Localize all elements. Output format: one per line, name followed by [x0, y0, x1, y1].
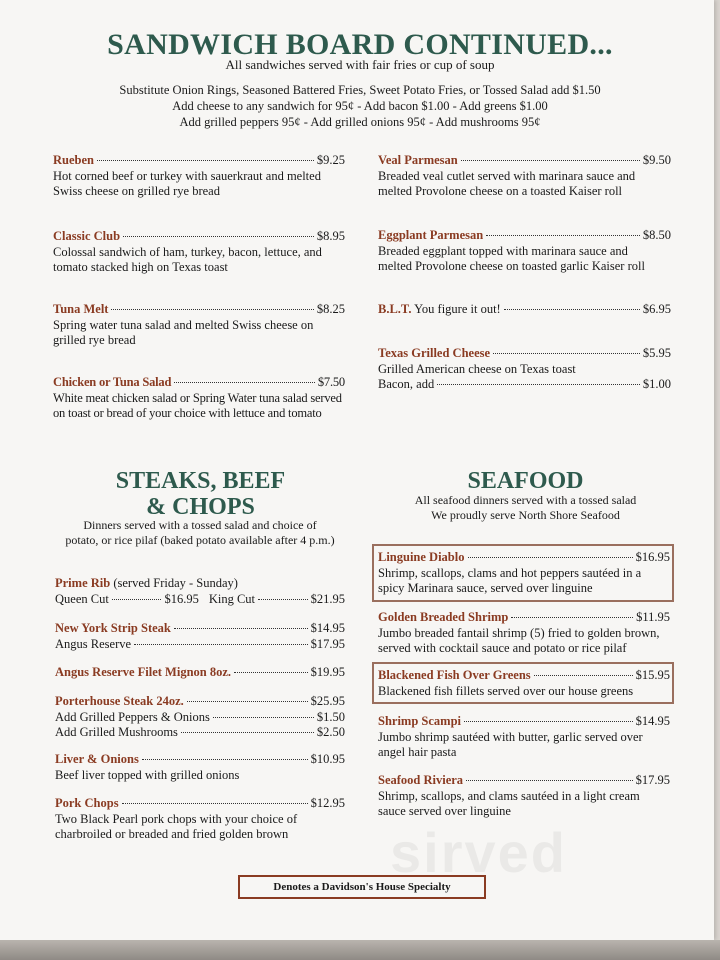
item-price: $10.95	[310, 752, 345, 766]
item-price: $17.95	[635, 773, 670, 787]
menu-item-liver-onions	[55, 752, 345, 783]
item-price: $8.95	[316, 229, 345, 243]
leader-dots	[174, 628, 308, 629]
item-price: $8.25	[316, 302, 345, 316]
menu-item-ny-strip	[55, 621, 345, 652]
item-name: Porterhouse Steak 24oz.	[55, 694, 184, 708]
addon-price: $2.50	[316, 725, 345, 739]
leader-dots	[461, 160, 640, 161]
watermark-logo: sirved	[390, 821, 567, 884]
item-name: Linguine Diablo	[378, 550, 465, 564]
leader-dots	[187, 701, 308, 702]
section-sub-line: We proudly serve North Shore Seafood	[431, 508, 620, 522]
item-name	[378, 302, 501, 318]
item-desc: melted Provolone cheese on a toasted Kaiser roll	[378, 184, 623, 198]
menu-item-chicken-tuna-salad	[53, 375, 345, 422]
cut-label: King Cut	[208, 591, 255, 606]
item-desc: Jumbo breaded fantail shrimp (5) fried to golden brown,	[378, 625, 660, 640]
section-sub-seafood	[378, 493, 673, 523]
item-name: Angus Reserve Filet Mignon 8oz.	[55, 665, 232, 679]
leader-dots	[493, 353, 640, 354]
item-price: $25.95	[310, 694, 345, 708]
item-desc: Hot corned beef or turkey with sauerkraut and melted	[53, 168, 321, 183]
cut-price: $16.95	[164, 591, 199, 606]
section-title-steaks	[53, 468, 348, 520]
item-desc: Breaded veal cutlet served with marinara sauce and	[378, 168, 636, 183]
menu-item-blt	[378, 302, 671, 318]
leader-dots	[234, 672, 308, 673]
item-name: Texas Grilled Cheese	[378, 346, 491, 360]
leader-dots	[468, 557, 633, 558]
section-sub-line: potato, or rice pilaf (baked potato available after 4 p.m.)	[65, 533, 335, 547]
leader-dots	[174, 382, 315, 383]
section-title-seafood: SEAFOOD	[467, 468, 584, 494]
item-name: Seafood Riviera	[378, 773, 464, 787]
item-name-text: Prime Rib	[55, 576, 111, 590]
item-name: Liver & Onions	[55, 752, 139, 766]
sub-label: Angus Reserve	[55, 636, 132, 651]
leader-dots	[122, 803, 308, 804]
leader-dots	[464, 721, 633, 722]
item-name: Classic Club	[53, 229, 121, 243]
item-desc: Blackened fish fillets served over our house greens	[378, 683, 634, 698]
addon-price: $1.00	[642, 377, 671, 391]
item-name: Chicken or Tuna Salad	[53, 375, 172, 389]
menu-item-seafood-riviera	[378, 773, 670, 820]
leader-dots	[142, 759, 308, 760]
leader-dots	[181, 732, 314, 733]
addon-label: Add Grilled Peppers & Onions	[55, 709, 210, 724]
menu-item-prime-rib	[55, 576, 345, 607]
item-price: $9.25	[316, 153, 345, 167]
leader-dots	[466, 780, 633, 781]
item-price: $15.95	[635, 668, 670, 682]
item-desc: Colossal sandwich of ham, turkey, bacon, lettuce, and	[53, 244, 322, 259]
section-title-line: STEAKS, BEEF	[115, 468, 286, 494]
item-desc: charbroiled or breaded and fried golden brown	[55, 827, 289, 841]
menu-item-rueben	[53, 153, 345, 200]
menu-item-veal-parmesan	[378, 153, 671, 200]
cut-label: Queen Cut	[55, 591, 109, 606]
item-desc: tomato stacked high on Texas toast	[53, 260, 228, 274]
item-name: Tuna Melt	[53, 302, 109, 316]
item-desc: Spring water tuna salad and melted Swiss cheese on	[53, 317, 314, 332]
item-name: Shrimp Scampi	[378, 714, 462, 728]
item-price: $9.50	[642, 153, 671, 167]
section-sub-line: All seafood dinners served with a tossed salad	[414, 493, 637, 507]
item-price: $8.50	[642, 228, 671, 242]
item-desc: angel hair pasta	[378, 745, 457, 759]
leader-dots	[504, 309, 640, 310]
item-desc: Beef liver topped with grilled onions	[55, 767, 240, 782]
menu-item-texas-grilled-cheese	[378, 346, 671, 393]
item-desc: White meat chicken salad or Spring Water tuna salad served	[53, 390, 342, 405]
background-floor	[0, 940, 720, 960]
leader-dots	[213, 717, 314, 718]
section-title-line: & CHOPS	[146, 494, 255, 520]
menu-item-blackened-fish	[378, 668, 670, 699]
item-desc: sauce served over linguine	[378, 804, 511, 818]
item-name: New York Strip Steak	[55, 621, 171, 635]
item-price: $11.95	[636, 610, 670, 624]
item-price: $14.95	[310, 621, 345, 635]
item-price: $6.95	[642, 302, 671, 316]
leader-dots	[486, 235, 640, 236]
item-note: (served Friday - Sunday)	[110, 576, 238, 590]
item-desc: Shrimp, scallops, clams and hot peppers sautéed in a	[378, 565, 642, 580]
leader-dots	[437, 384, 640, 385]
menu-item-golden-breaded-shrimp	[378, 610, 670, 657]
house-specialty-legend: Denotes a Davidson's House Specialty	[238, 875, 486, 899]
item-name: Rueben	[53, 153, 94, 167]
item-price: $19.95	[310, 665, 345, 679]
addon-label: Add Grilled Mushrooms	[55, 725, 178, 739]
section-sub-line: Dinners served with a tossed salad and choice of	[83, 518, 317, 532]
item-name: Pork Chops	[55, 796, 119, 810]
item-desc: melted Provolone cheese on toasted garlic Kaiser roll	[378, 259, 645, 273]
leader-dots	[258, 599, 308, 600]
item-desc: served with cocktail sauce and potato or rice pilaf	[378, 641, 627, 655]
item-desc: on toast or bread of your choice with lettuce and tomato	[53, 406, 322, 420]
item-desc: Breaded eggplant topped with marinara sauce and	[378, 243, 628, 258]
leader-dots	[123, 236, 314, 237]
menu-item-porterhouse	[55, 694, 345, 741]
leader-dots	[97, 160, 314, 161]
sandwich-notes	[0, 82, 720, 130]
note-line: Add grilled peppers 95¢ - Add grilled onions 95¢ - Add mushrooms 95¢	[179, 115, 541, 129]
section-sub-steaks	[40, 518, 360, 548]
item-name	[55, 576, 238, 592]
item-desc: Two Black Pearl pork chops with your choice of	[55, 811, 298, 826]
item-price: $12.95	[310, 796, 345, 810]
item-price: $16.95	[635, 550, 670, 564]
addon-price: $1.50	[316, 709, 345, 724]
menu-item-tuna-melt	[53, 302, 345, 349]
menu-item-linguine-diablo	[378, 550, 670, 597]
leader-dots	[534, 675, 633, 676]
leader-dots	[111, 309, 313, 310]
note-line: Add cheese to any sandwich for 95¢ - Add bacon $1.00 - Add greens $1.00	[172, 99, 548, 113]
item-name: Blackened Fish Over Greens	[378, 668, 531, 682]
menu-item-filet-mignon	[55, 665, 345, 681]
page-title: SANDWICH BOARD CONTINUED...	[107, 28, 613, 61]
item-desc: Shrimp, scallops, and clams sautéed in a light cream	[378, 788, 640, 803]
item-name-text: B.L.T.	[378, 302, 412, 316]
item-price: $5.95	[642, 346, 671, 360]
item-name: Veal Parmesan	[378, 153, 458, 167]
item-name: Eggplant Parmesan	[378, 228, 484, 242]
item-desc: spicy Marinara sauce, served over linguine	[378, 581, 593, 595]
addon-label: Bacon, add	[378, 377, 435, 391]
note-line: Substitute Onion Rings, Seasoned Battered Fries, Sweet Potato Fries, or Tossed Salad add $1.50	[119, 83, 601, 97]
menu-item-pork-chops	[55, 796, 345, 843]
item-note: You figure it out!	[411, 302, 501, 316]
sub-price: $17.95	[310, 636, 345, 651]
menu-item-eggplant-parmesan	[378, 228, 671, 275]
leader-dots	[112, 599, 162, 600]
item-desc: Swiss cheese on grilled rye bread	[53, 184, 220, 198]
item-desc: Jumbo shrimp sautéed with butter, garlic served over	[378, 729, 643, 744]
leader-dots	[511, 617, 633, 618]
item-price: $7.50	[317, 375, 345, 389]
page-subtitle: All sandwiches served with fair fries or cup of soup	[225, 57, 495, 72]
item-desc: Grilled American cheese on Texas toast	[378, 361, 576, 376]
item-desc: grilled rye bread	[53, 333, 136, 347]
cut-price: $21.95	[310, 591, 345, 606]
leader-dots	[134, 644, 308, 645]
item-price: $14.95	[635, 714, 670, 728]
menu-item-shrimp-scampi	[378, 714, 670, 761]
menu-item-classic-club	[53, 229, 345, 276]
item-name: Golden Breaded Shrimp	[378, 610, 509, 624]
